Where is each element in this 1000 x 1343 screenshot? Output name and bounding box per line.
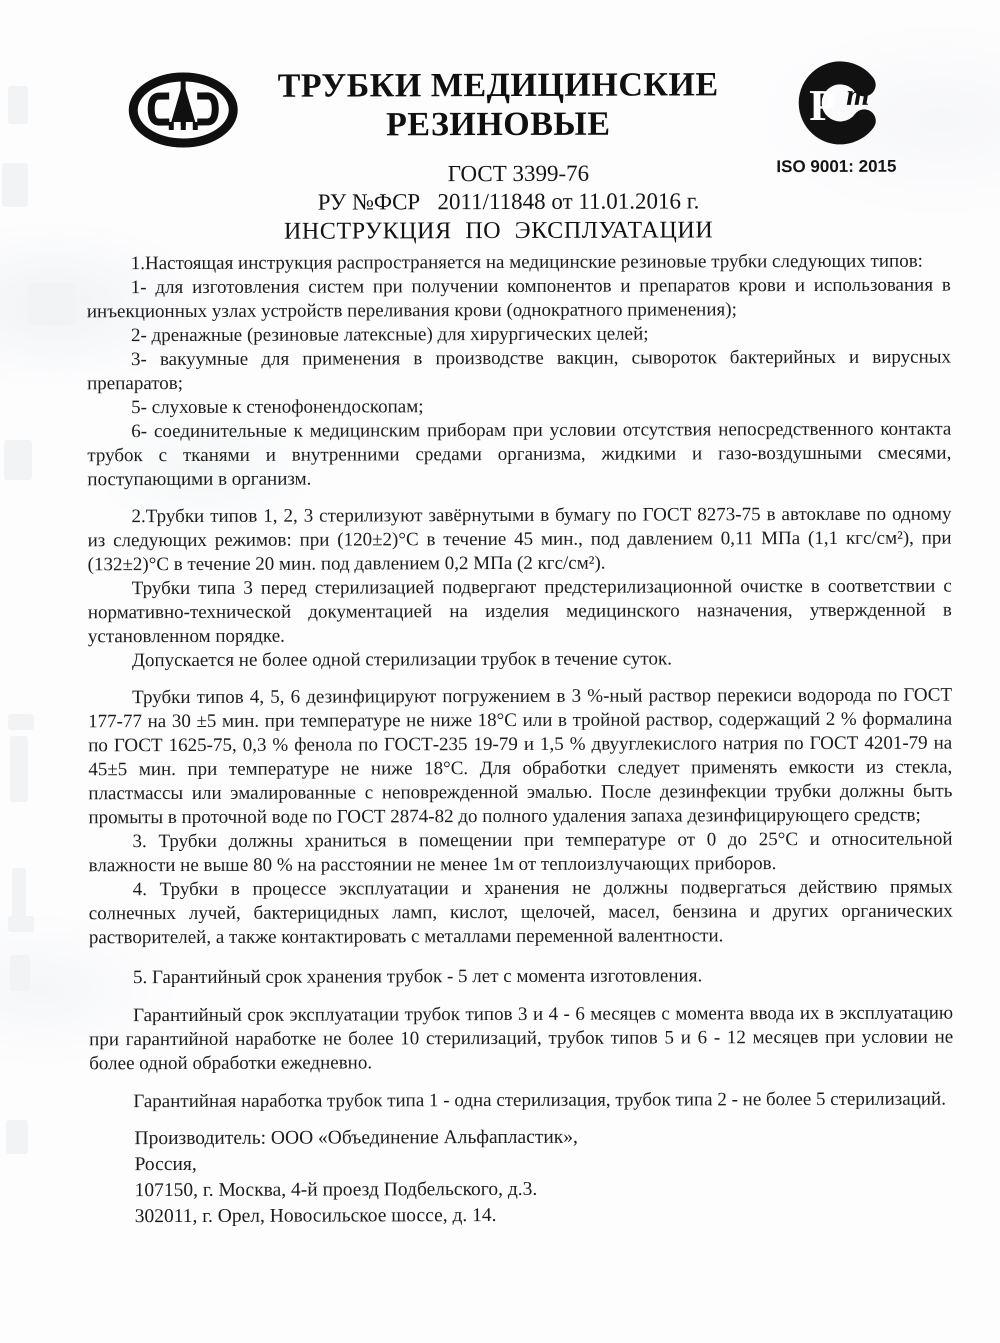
manufacturer-logo-icon <box>124 63 246 161</box>
paragraph-guaranteed-operating: Гарантийная наработка трубок типа 1 - одна стерилизация, трубок типа 2 - не более 5 стерилизаций. <box>133 1088 946 1113</box>
paragraph-scope: 1.Настоящая инструкция распространяется на медицинские резиновые трубки следующих типов: <box>130 250 923 275</box>
paragraph-type-2: 2- дренажные (резиновые латексные) для хирургических целей; <box>130 323 649 347</box>
paragraph-storage: 3. Трубки должны храниться в помещении при температуре от 0 до 25°С и относительной влажности не выше 80 % на расстоянии не менее 1м от теплоизлучающих приборов. <box>88 828 953 877</box>
registration-certificate-number: РУ №ФСР 2011/11848 от 11.01.2016 г. <box>317 188 700 215</box>
instruction-text <box>87 250 954 1231</box>
producer-country: Россия, <box>134 1153 197 1176</box>
paragraph-service-life: Гарантийный срок эксплуатации трубок типов 3 и 4 - 6 месяцев с момента ввода их в эксплуатацию при гарантийной наработке не более 10 стерилизаций, трубок типов 5 и 6 - 12 месяцев при условии не более одной обработки ежедневно. <box>89 1002 954 1075</box>
paragraph-usage-restrictions: 4. Трубки в процессе эксплуатации и хранения не должны подвергаться действию прямых солнечных лучей, бактерицидных ламп, кислот, щелочей, масел, бензина и других органических растворителей, а также контактировать с металлами переменной валентности. <box>88 876 953 949</box>
gost-standard-number: ГОСТ 3399-76 <box>447 160 590 187</box>
paragraph-type-3: 3- вакуумные для применения в производстве вакцин, сывороток бактерийных и вирусных препаратов; <box>87 346 952 395</box>
paragraph-type-5: 5- слуховые к стенофонендоскопам; <box>131 396 424 419</box>
paragraph-shelf-life: 5. Гарантийный срок хранения трубок - 5 лет с момента изготовления. <box>132 965 703 989</box>
doc-title-line2: РЕЗИНОВЫЕ <box>386 105 611 144</box>
doc-subtitle: ИНСТРУКЦИЯ ПО ЭКСПЛУАТАЦИИ <box>283 217 714 245</box>
producer-block <box>89 1124 953 1231</box>
doc-title-line1: ТРУБКИ МЕДИЦИНСКИЕ <box>277 66 719 105</box>
rst-certification-icon <box>794 61 876 153</box>
svg-text:Р: Р <box>809 80 837 131</box>
doc-title <box>238 65 758 145</box>
paragraph-type-1: 1- для изготовления систем при получении компонентов и препаратов крови и использования в инъекционных узлах устройств переливания крови (однократного применения); <box>86 274 951 323</box>
producer-address-moscow: 107150, г. Москва, 4-й проезд Подбельского, д.3. <box>134 1178 538 1202</box>
svg-text:т: т <box>846 78 870 112</box>
paragraph-presterilization: Трубки типа 3 перед стерилизацией подвергают предстерилизационной очистке в соответствии с нормативно-технической документацией на изделия медицинского назначения, утвержденной в установленном порядке. <box>87 575 952 648</box>
paragraph-type-6: 6- соединительные к медицинским приборам при условии отсутствия непосредственного контакта трубок с тканями и внутренними средами организма, жидкими и газо-воздушными смесями, поступающими в организм. <box>87 418 952 491</box>
paragraph-sterilization-limit: Допускается не более одной стерилизации трубок в течение суток. <box>131 648 672 672</box>
producer-name: Производитель: ООО «Объединение Альфапластик», <box>134 1126 578 1150</box>
paragraph-sterilization: 2.Трубки типов 1, 2, 3 стерилизуют завёрнутыми в бумагу по ГОСТ 8273-75 в автоклаве по одному из следующих режимов: при (120±2)°С в течение 45 мин., под давлением 0,11 МПа (1,1 кгс/см²), при (132±2)°С в течение 20 мин. под давлением 0,2 МПа (2 кгс/см²). <box>87 503 952 576</box>
producer-address-orel: 302011, г. Орел, Новосильское шоссе, д. 14. <box>134 1205 497 1228</box>
iso-certification-label: ISO 9001: 2015 <box>776 156 897 177</box>
paragraph-disinfection: Трубки типов 4, 5, 6 дезинфицируют погружением в 3 %-ный раствор перекиси водорода по ГОСТ 177-77 на 30 ±5 мин. при температуре не ниже 18°С или в тройной раствор, содержащий 2 % формалина по ГОСТ 1625-75, 0,3 % фенола по ГОСТ-235 19-79 и 1,5 % двууглекислого натрия по ГОСТ 4201-79 на 45±5 мин. при температуре не ниже 18°С. Для обработки следует применять емкости из стекла, пластмассы или эмалированные с неповрежденной эмалью. После дезинфекции трубки должны быть промыты в проточной воде по ГОСТ 2874-82 до полного удаления запаха дезинфицирующего средств; <box>88 684 953 829</box>
